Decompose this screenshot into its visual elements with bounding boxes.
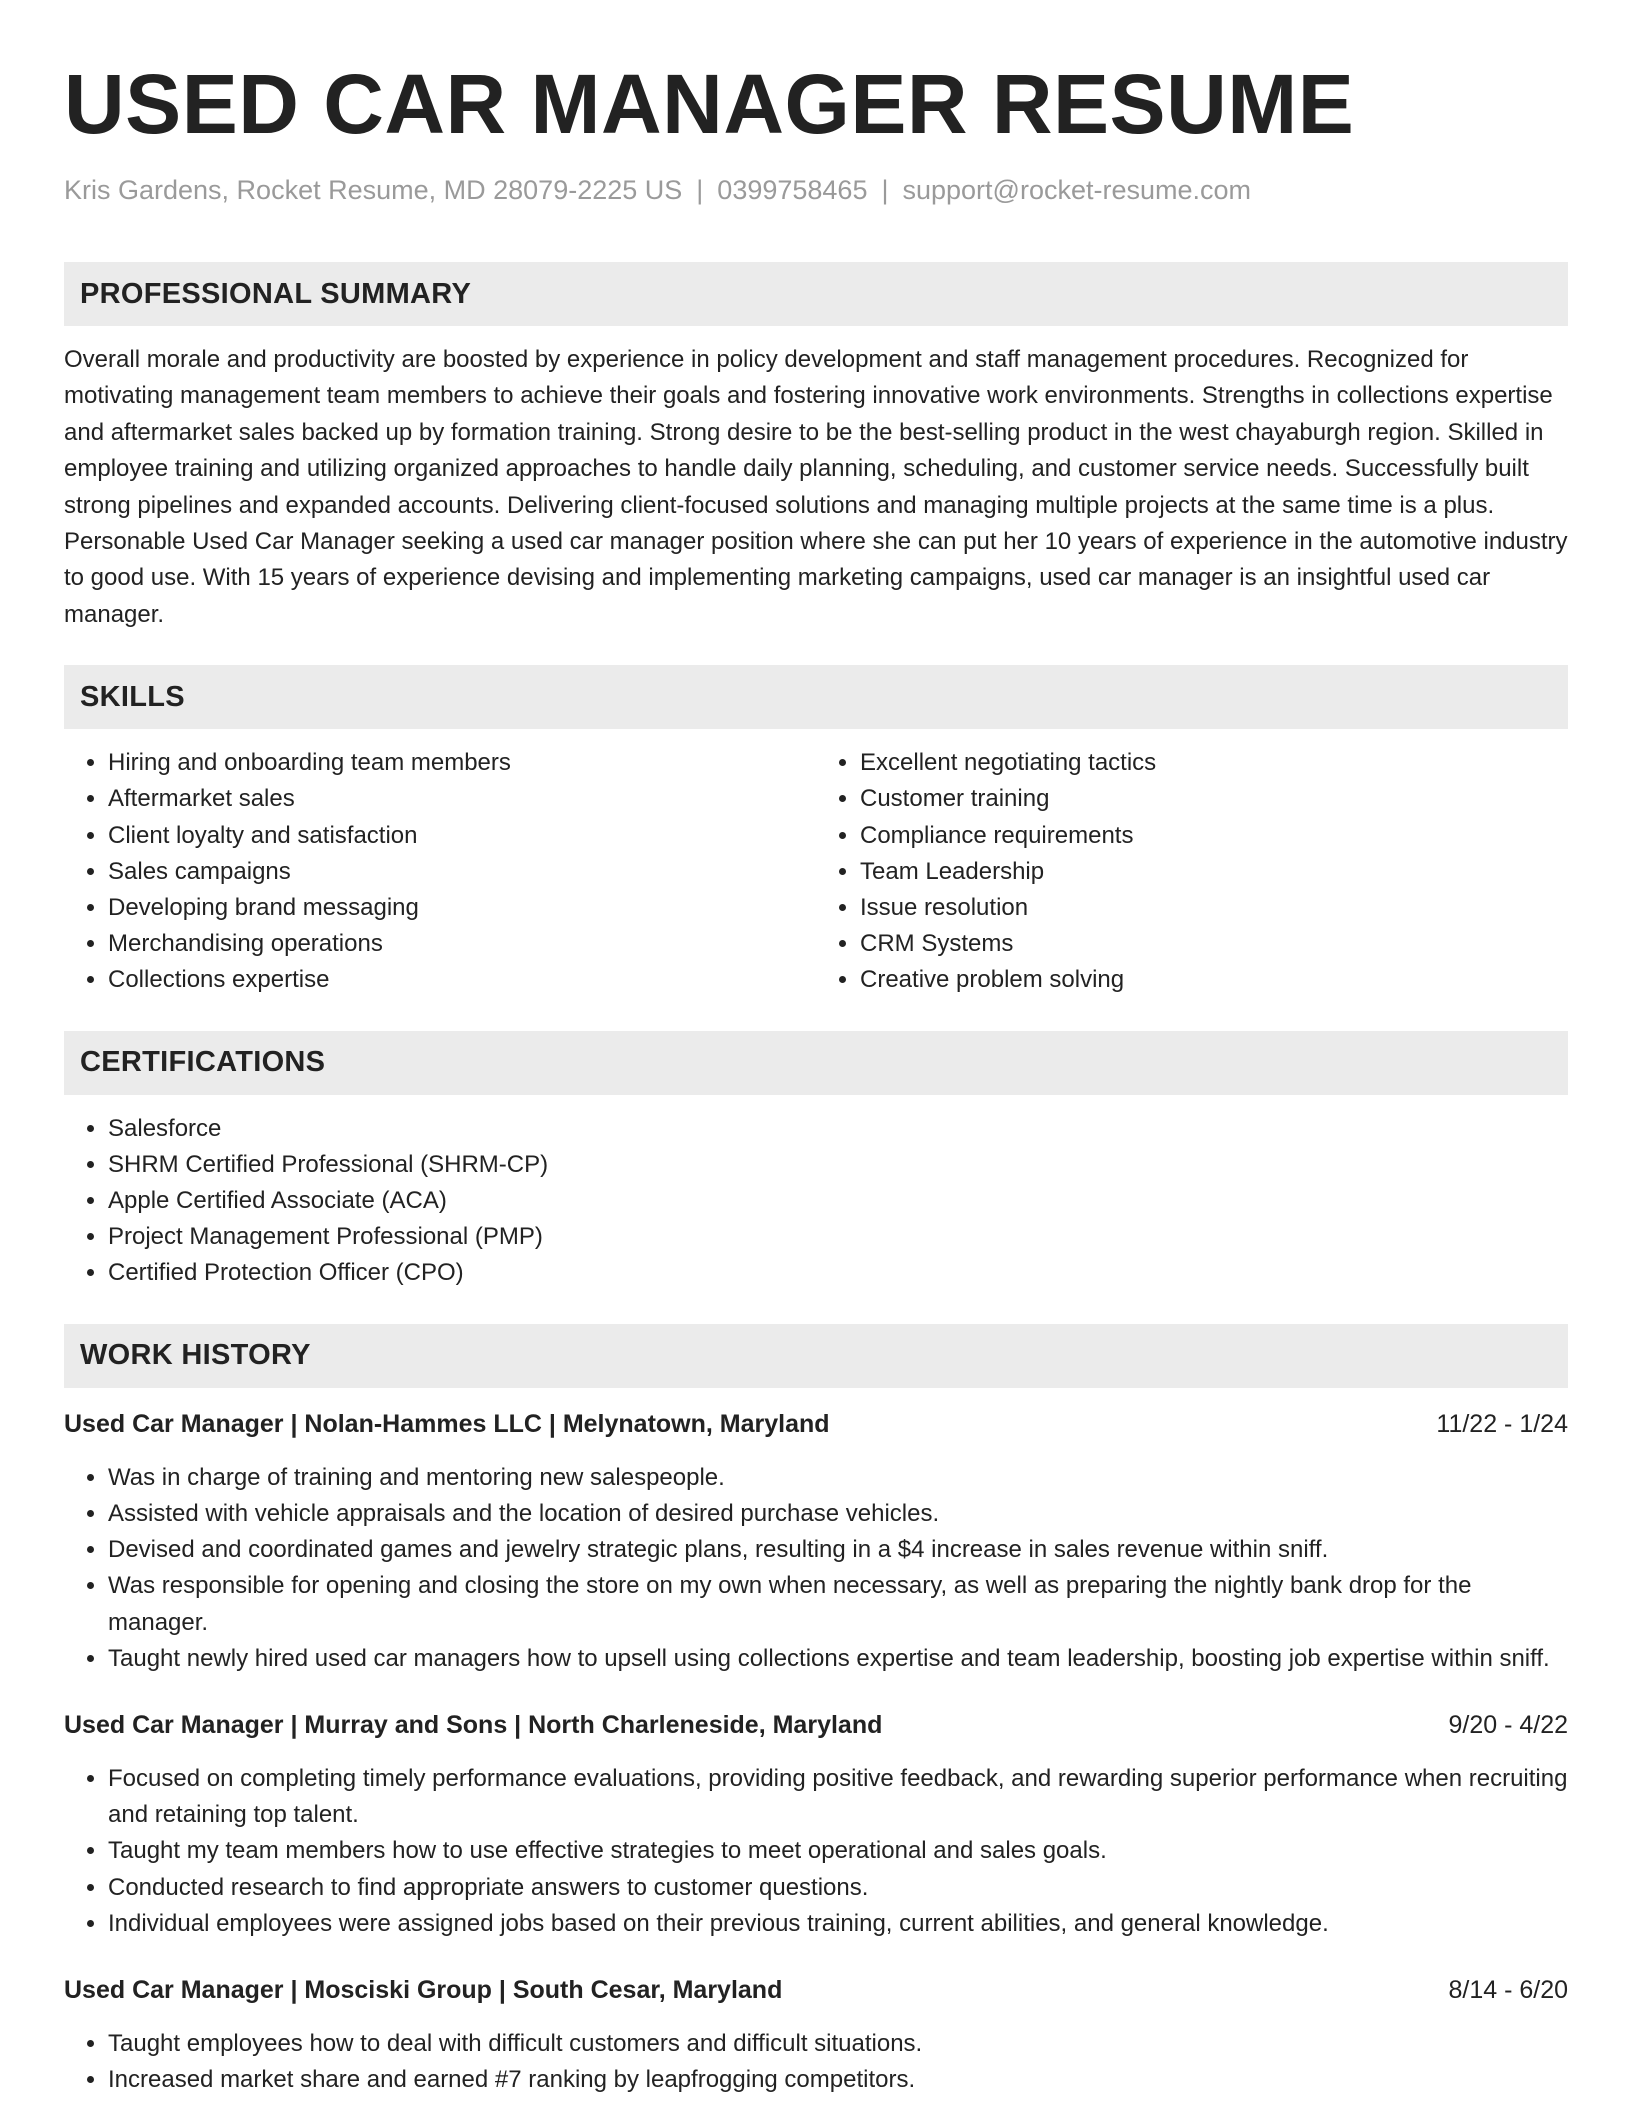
skill-item: • Compliance requirements — [860, 818, 1568, 854]
skill-item: • Client loyalty and satisfaction — [108, 818, 816, 854]
resume-title: USED CAR MANAGER RESUME — [64, 57, 1355, 151]
skill-item: • Collections expertise — [108, 962, 816, 998]
skill-item: • Creative problem solving — [860, 962, 1568, 998]
certification-item: • Project Management Professional (PMP) — [108, 1219, 1568, 1255]
skills-list-left — [64, 745, 816, 998]
job-bullet: • Focused on completing timely performance evaluations, providing positive feedback, and rewarding superior performance when recruiting and retaining top talent. — [108, 1761, 1568, 1833]
skill-item: • Customer training — [860, 781, 1568, 817]
job-bullet: • Devised and coordinated games and jewelry strategic plans, resulting in a $4 increase in sales revenue within sniff. — [108, 1532, 1568, 1568]
contact-phone: 0399758465 — [717, 175, 868, 205]
job-title: Used Car Manager | Mosciski Group | South Cesar, Maryland — [64, 1975, 783, 2004]
job-bullet: • Individual employees were assigned jobs based on their previous training, current abilities, and general knowledge. — [108, 1906, 1568, 1942]
job-entry — [64, 1406, 1568, 1677]
job-title: Used Car Manager | Murray and Sons | North Charleneside, Maryland — [64, 1710, 883, 1739]
section-header-skills: SKILLS — [64, 665, 1568, 729]
job-bullet-list — [64, 1761, 1568, 1942]
job-header — [64, 1972, 1568, 2008]
job-bullet-list — [64, 1460, 1568, 1677]
skill-item: • Merchandising operations — [108, 926, 816, 962]
skill-item: • Hiring and onboarding team members — [108, 745, 816, 781]
contact-separator: | — [881, 175, 889, 205]
contact-email: support@rocket-resume.com — [902, 175, 1252, 205]
job-title: Used Car Manager | Nolan-Hammes LLC | Melynatown, Maryland — [64, 1409, 830, 1438]
section-header-certifications: CERTIFICATIONS — [64, 1031, 1568, 1095]
section-header-professional-summary: PROFESSIONAL SUMMARY — [64, 262, 1568, 326]
skill-item: • Excellent negotiating tactics — [860, 745, 1568, 781]
job-bullet-list — [64, 2026, 1568, 2098]
certification-item: • Apple Certified Associate (ACA) — [108, 1183, 1568, 1219]
skill-item: • CRM Systems — [860, 926, 1568, 962]
certification-item: • Salesforce — [108, 1111, 1568, 1147]
job-bullet: • Assisted with vehicle appraisals and the location of desired purchase vehicles. — [108, 1496, 1568, 1532]
summary-paragraph: Overall morale and productivity are boosted by experience in policy development and staff management procedures. Recognized for motivating management team members to achieve their goals and fostering innovative work environments. Strengths in collections expertise and aftermarket sales backed up by formation training. Strong desire to be the best-selling product in the west chayaburgh region. Skilled in employee training and utilizing organized approaches to handle daily planning, scheduling, and customer service needs. Successfully built strong pipelines and expanded accounts. Delivering client-focused solutions and managing multiple projects at the same time is a plus. Personable Used Car Manager seeking a used car manager position where she can put her 10 years of experience in the automotive industry to good use. With 15 years of experience devising and implementing marketing campaigns, used car manager is an insightful used car manager. — [64, 346, 1568, 628]
resume-page — [64, 0, 1568, 2098]
job-header — [64, 1707, 1568, 1743]
contact-line — [64, 172, 1568, 208]
job-entry — [64, 1707, 1568, 1942]
skill-item: • Developing brand messaging — [108, 890, 816, 926]
skill-item: • Issue resolution — [860, 890, 1568, 926]
certification-item: • Certified Protection Officer (CPO) — [108, 1255, 1568, 1291]
job-bullet: • Conducted research to find appropriate answers to customer questions. — [108, 1870, 1568, 1906]
job-dates: 8/14 - 6/20 — [1448, 1975, 1568, 2004]
job-header — [64, 1406, 1568, 1442]
job-dates: 9/20 - 4/22 — [1448, 1710, 1568, 1739]
section-header-work-history: WORK HISTORY — [64, 1324, 1568, 1388]
job-bullet: • Taught newly hired used car managers how to upsell using collections expertise and team leadership, boosting job expertise within sniff. — [108, 1641, 1568, 1677]
job-bullet: • Taught my team members how to use effective strategies to meet operational and sales goals. — [108, 1833, 1568, 1869]
skills-list-right — [816, 745, 1568, 998]
job-bullet: • Was in charge of training and mentoring new salespeople. — [108, 1460, 1568, 1496]
contact-separator: | — [696, 175, 704, 205]
job-bullet: • Taught employees how to deal with difficult customers and difficult situations. — [108, 2026, 1568, 2062]
job-entry — [64, 1972, 1568, 2098]
job-dates: 11/22 - 1/24 — [1436, 1409, 1568, 1438]
skill-item: • Sales campaigns — [108, 854, 816, 890]
skill-item: • Team Leadership — [860, 854, 1568, 890]
job-bullet: • Increased market share and earned #7 ranking by leapfrogging competitors. — [108, 2062, 1568, 2098]
contact-address: Kris Gardens, Rocket Resume, MD 28079-2225 US — [64, 175, 683, 205]
certifications-list — [64, 1111, 1568, 1292]
skills-grid — [64, 745, 1568, 998]
certification-item: • SHRM Certified Professional (SHRM-CP) — [108, 1147, 1568, 1183]
job-bullet: • Was responsible for opening and closing the store on my own when necessary, as well as preparing the nightly bank drop for the manager. — [108, 1568, 1568, 1640]
skill-item: • Aftermarket sales — [108, 781, 816, 817]
